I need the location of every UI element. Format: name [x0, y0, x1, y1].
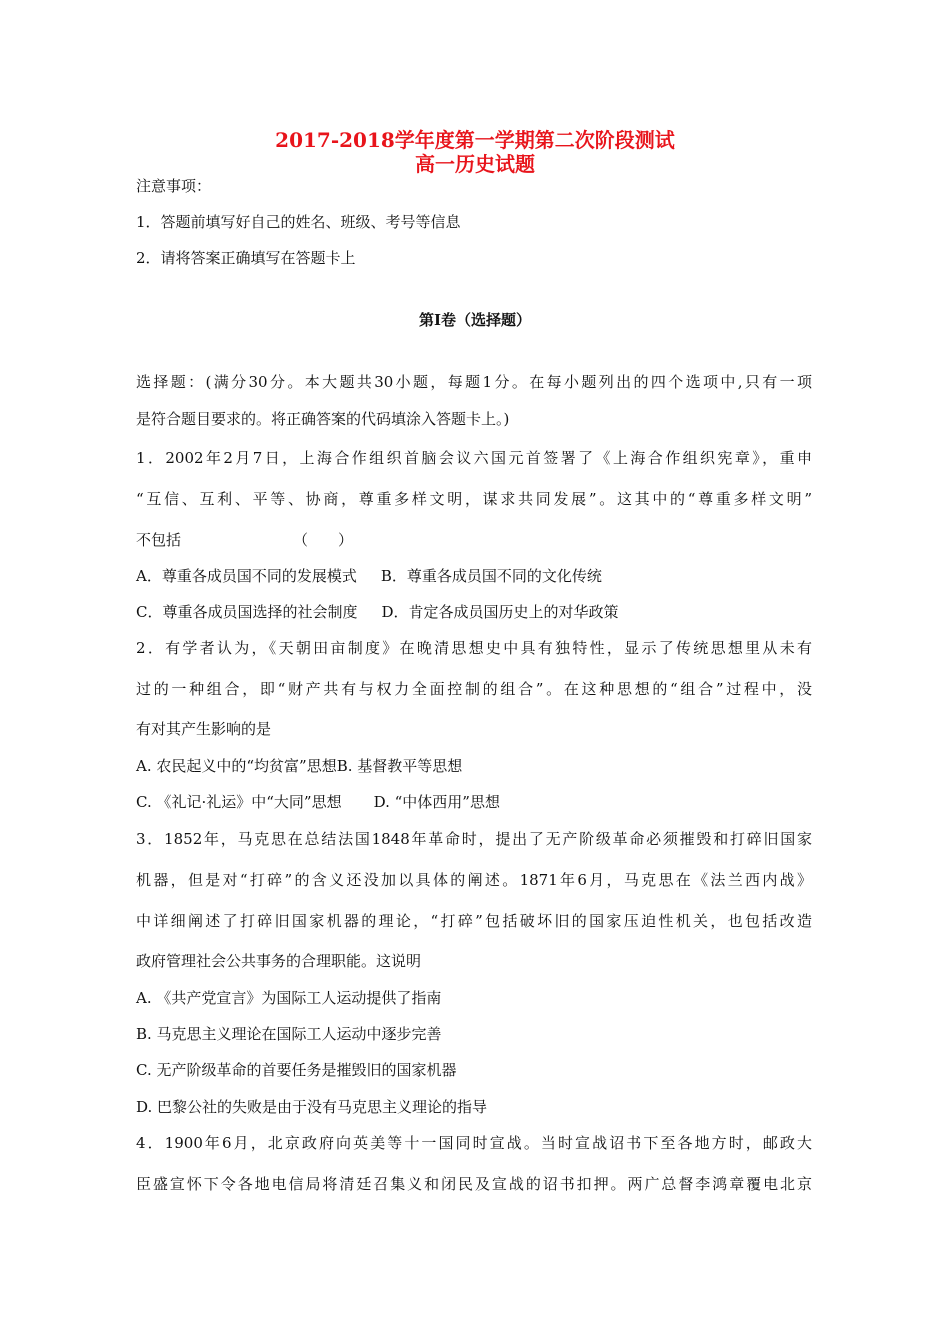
option-row [136, 792, 500, 812]
option-b: B. 马克思主义理论在国际工人运动中逐步完善 [136, 1025, 442, 1043]
question-4-line: 4．1900年6月，北京政府向英美等十一国同时宣战。当时宣战诏书下至各地方时，邮政大 [136, 1134, 812, 1152]
question-1-stem-end: 不包括 [136, 531, 182, 549]
option-c: C. 《礼记·礼运》中“大同”思想 [136, 793, 342, 811]
option-row [136, 756, 462, 776]
question-3-line: 中详细阐述了打碎旧国家机器的理论，“打碎”包括破坏旧的国家压迫性机关，也包括改造 [136, 912, 812, 930]
notice-item: 2．请将答案正确填写在答题卡上 [136, 249, 356, 267]
question-3-line: 机器，但是对“打碎”的含义还没加以具体的阐述。1871年6月，马克思在《法兰西内战》 [136, 871, 812, 889]
question-4-line: 臣盛宣怀下令各地电信局将清廷召集义和闭民及宣战的诏书扣押。两广总督李鸿章覆电北京 [136, 1175, 812, 1193]
question-3-line: 政府管理社会公共事务的合理职能。这说明 [136, 952, 422, 970]
exam-subtitle: 高一历史试题 [415, 152, 535, 176]
question-1-line [136, 530, 353, 550]
question-1-line: 1．2002年2月7日，上海合作组织首脑会议六国元首签署了《上海合作组织宪章》，重申 [136, 449, 812, 467]
option-d: D．肯定各成员国历史上的对华政策 [381, 603, 619, 621]
question-1-line: “互信、互利、平等、协商，尊重多样文明，谋求共同发展”。这其中的“尊重多样文明” [136, 490, 812, 508]
question-3-line: 3．1852年，马克思在总结法国1848年革命时，提出了无产阶级革命必须摧毁和打碎旧国家 [136, 830, 812, 848]
option-row [136, 566, 602, 586]
instructions-line: 是符合题目要求的。将正确答案的代码填涂入答题卡上。) [136, 410, 510, 428]
option-c: C．尊重各成员国选择的社会制度 [136, 603, 358, 621]
question-2-line: 过的一种组合，即“财产共有与权力全面控制的组合”。在这种思想的“组合”过程中，没 [136, 680, 812, 698]
instructions-line: 选择题：(满分30分。本大题共30小题，每题1分。在每小题列出的四个选项中,只有一项 [136, 373, 812, 391]
question-2-line: 2．有学者认为，《天朝田亩制度》在晚清思想史中具有独特性，显示了传统思想里从未有 [136, 639, 812, 657]
option-b: B. 基督教平等思想 [336, 757, 463, 775]
notice-item: 1．答题前填写好自己的姓名、班级、考号等信息 [136, 213, 461, 231]
section-title: 第I卷（选择题） [418, 311, 532, 329]
notice-heading: 注意事项： [136, 177, 212, 195]
option-d: D. 巴黎公社的失败是由于没有马克思主义理论的指导 [136, 1098, 488, 1116]
option-d: D. “中体西用”思想 [373, 793, 500, 811]
option-b: B．尊重各成员国不同的文化传统 [380, 567, 602, 585]
option-row [136, 602, 619, 622]
option-a: A. 《共产党宣言》为国际工人运动提供了指南 [136, 989, 442, 1007]
exam-title: 2017-2018学年度第一学期第二次阶段测试 [275, 128, 675, 152]
option-a: A．尊重各成员国不同的发展模式 [136, 567, 357, 585]
option-c: C. 无产阶级革命的首要任务是摧毁旧的国家机器 [136, 1061, 457, 1079]
answer-blank: （ ） [293, 531, 354, 549]
question-2-line: 有对其产生影响的是 [136, 720, 272, 738]
option-a: A. 农民起义中的“均贫富”思想 [136, 757, 337, 775]
